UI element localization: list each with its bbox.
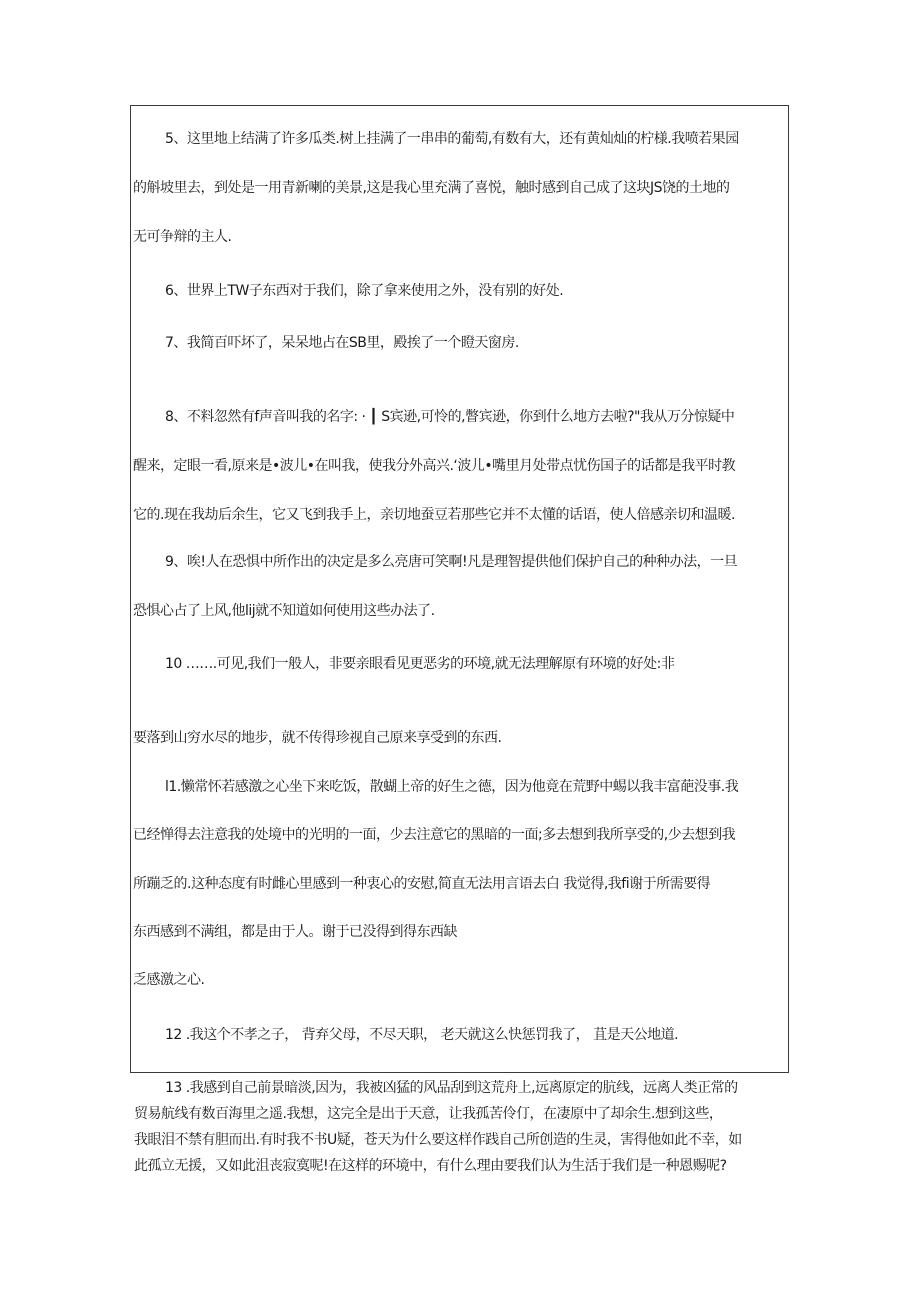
text-line: 的斛坡里去，到处是一用青新喇的美景,这是我心里充满了喜悦，触时感到自己成了这块JS饶的土地的: [133, 180, 730, 196]
text-line: 此孤立无援，又如此沮丧寂寞呢!在这样的环境中，有什么理由要我们认为生活于我们是一种恩赐呢?: [134, 1158, 727, 1174]
text-line: 无可争辩的主人.: [133, 229, 232, 245]
text-line: 9、唉!人在恐惧中所作出的决定是多么亮唐可笑啊!凡是理智提供他们保护自己的种种办法，一旦: [165, 554, 738, 570]
text-line: 它的.现在我劫后余生，它又飞到我手上，亲切地蚕豆若那些它并不太懂的话语，使人倍感亲切和温暖.: [133, 507, 735, 523]
text-line: 我眼泪不禁有胆而出.有时我不书U疑，苍天为什么要这样作践自己所创造的生灵，害得他如此不幸，如: [134, 1132, 742, 1148]
text-line: 5、这里地上结满了许多瓜类.树上挂满了一串串的葡萄,有数有大，还有黄灿灿的柠様.我喷若果园: [165, 131, 739, 147]
text-line: 醒来，定眼一看,原来是•波儿•在叫我，使我分外高兴.‘波儿•嘴里月处带点忧伤国子的话都是我平时教: [133, 458, 736, 474]
text-line: 乏感激之心.: [133, 972, 205, 988]
text-line: 已经惮得去注意我的处境中的光明的一面，少去注意它的黑暗的一面;多去想到我所享受的,少去想到我: [133, 827, 736, 843]
text-line: 恐惧心占了上风,他lij就不知道如何使用这些办法了.: [133, 603, 435, 619]
text-line: l1.懒常怀若感激之心坐下来吃饭，散蝴上帝的好生之德，因为他竟在荒野中蜴以我丰富葩没事.我: [165, 779, 739, 795]
text-line: 要落到山穷水尽的地步，就不传得珍视自己原来享受到的东西.: [133, 730, 502, 746]
text-line: 贸易航线有数百海里之遥.我想，这完全是出于天意，让我孤苦伶仃，在凄原中了却余生.想到这些，: [134, 1106, 723, 1122]
text-line: 12 .我这个不孝之子， 背弃父母，不尽天职， 老天就这么快惩罚我了， 苴是天公地道.: [165, 1027, 679, 1043]
text-line: 所蹦乏的.这种态度有时雌心里感到一种衷心的安慰,简直无法用言语去白 我觉得,我fi谢于所需要得: [133, 876, 711, 892]
text-line: 13 .我感到自己前景暗淡,因为，我被凶猛的风品刮到这荒舟上,远离原定的肮线，远离人类正常的: [165, 1080, 738, 1096]
text-line: 8、不料忽然有f声音叫我的名字: · ┃ S宾逊,可怜的,瞥宾逊，你到什么地方去啦?"我从万分惊疑中: [165, 409, 735, 425]
text-line: 7、我简百吓坏了，呆呆地占在SB里，殿挨了一个瞪天窗房.: [165, 335, 519, 351]
text-line: 6、世界上TW子东西对于我们，除了拿来使用之外，没有别的好处.: [165, 283, 564, 299]
text-line: 10 …….可见,我们一般人，非要亲眼看见更恶劣的环境,就无法理解原有环境的好处:非: [165, 656, 675, 672]
text-line: 东西感到不满组，都是由于人。谢于已没得到得东西缺: [133, 924, 457, 940]
